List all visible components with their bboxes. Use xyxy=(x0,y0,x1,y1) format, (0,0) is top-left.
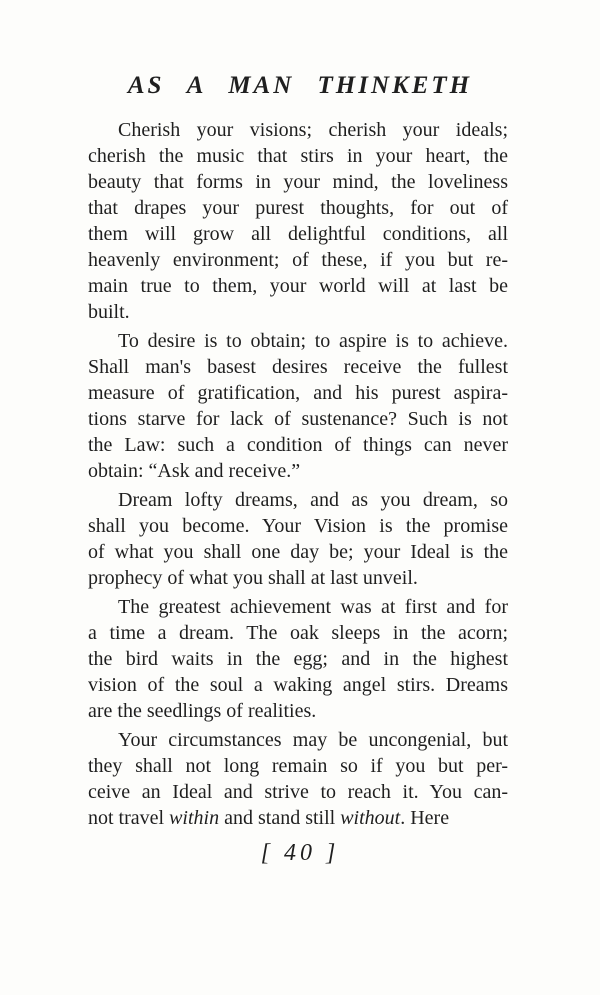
paragraph xyxy=(88,117,508,325)
running-head-title: AS A MAN THINKETH xyxy=(127,72,473,99)
text-line: Dream lofty dreams, and as you dream, so xyxy=(118,489,508,511)
text-line: To desire is to obtain; to aspire is to achieve. xyxy=(118,330,508,352)
text-line: ceive an Ideal and strive to reach it. You can- xyxy=(88,781,508,803)
text-line: heavenly environment; of these, if you but re- xyxy=(88,249,508,271)
text-line: measure of gratification, and his purest aspira- xyxy=(88,382,508,404)
paragraph xyxy=(88,727,508,831)
text-line: the bird waits in the egg; and in the highest xyxy=(88,648,508,670)
text-line: of what you shall one day be; your Ideal is the xyxy=(88,541,508,563)
text-line: tions starve for lack of sustenance? Such is not xyxy=(88,408,508,430)
text-line: that drapes your purest thoughts, for out of xyxy=(88,197,508,219)
text-line: cherish the music that stirs in your heart, the xyxy=(88,145,508,167)
text-line: obtain: “Ask and receive.” xyxy=(88,460,301,482)
text-line: prophecy of what you shall at last unveil. xyxy=(88,567,418,589)
text-line: shall you become. Your Vision is the promise xyxy=(88,515,508,537)
text-line: not travel within and stand still without. Here xyxy=(88,807,450,829)
text-line: a time a dream. The oak sleeps in the acorn; xyxy=(88,622,508,644)
text-line: Cherish your visions; cherish your ideals; xyxy=(118,119,508,141)
text-line: Shall man's basest desires receive the fullest xyxy=(88,356,508,378)
paragraph xyxy=(88,594,508,724)
text-line: the Law: such a condition of things can never xyxy=(88,434,508,456)
page-number: [ 40 ] xyxy=(260,840,340,866)
text-line: The greatest achievement was at first and for xyxy=(118,596,508,618)
text-line: are the seedlings of realities. xyxy=(88,700,317,722)
text-line: they shall not long remain so if you but per- xyxy=(88,755,508,777)
text-block xyxy=(88,117,508,831)
paragraph xyxy=(88,328,508,484)
text-line: Your circumstances may be uncongenial, but xyxy=(118,729,508,751)
text-line: them will grow all delightful conditions, all xyxy=(88,223,508,245)
text-line: vision of the soul a waking angel stirs. Dreams xyxy=(88,674,508,696)
text-line: beauty that forms in your mind, the loveliness xyxy=(88,171,508,193)
text-line: main true to them, your world will at last be xyxy=(88,275,508,297)
text-line: built. xyxy=(88,301,130,323)
paragraph xyxy=(88,487,508,591)
